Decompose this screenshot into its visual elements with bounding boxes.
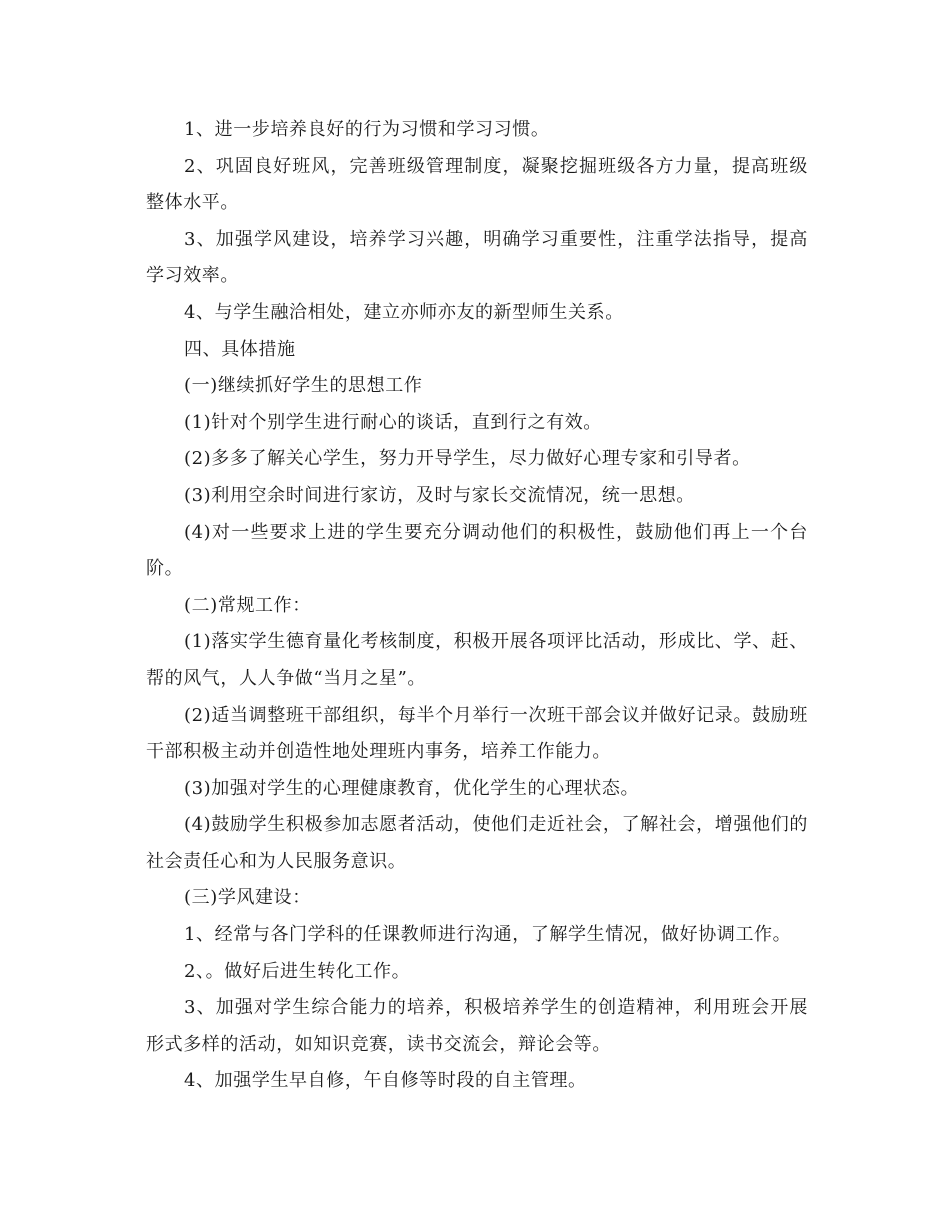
paragraph-routine-1: (1)落实学生德育量化考核制度，积极开展各项评比活动，形成比、学、赶、帮的风气，人人争做“当月之星”。	[146, 631, 808, 689]
paragraph-study-2: 2、。做好后进生转化工作。	[184, 960, 411, 982]
paragraph-routine-3: (3)加强对学生的心理健康教育，优化学生的心理状态。	[184, 777, 640, 799]
section-heading-measures: 四、具体措施	[184, 338, 296, 360]
paragraph-ideology-2: (2)多多了解关心学生，努力开导学生，尽力做好心理专家和引导者。	[184, 448, 751, 470]
paragraph-goal-1: 1、进一步培养良好的行为习惯和学习习惯。	[184, 119, 550, 140]
paragraph-goal-4: 4、与学生融洽相处，建立亦师亦友的新型师生关系。	[184, 301, 624, 323]
paragraph-study-4: 4、加强学生早自修，午自修等时段的自主管理。	[184, 1070, 587, 1092]
subsection-heading-ideology: (一)继续抓好学生的思想工作	[184, 375, 423, 397]
paragraph-routine-4: (4)鼓励学生积极参加志愿者活动，使他们走近社会，了解社会，增强他们的社会责任心和为人民服务意识。	[146, 814, 808, 872]
subsection-heading-routine: (二)常规工作：	[184, 594, 311, 616]
paragraph-goal-2: 2、巩固良好班风，完善班级管理制度，凝聚挖掘班级各方力量，提高班级整体水平。	[146, 155, 808, 214]
paragraph-study-3: 3、加强对学生综合能力的培养，积极培养学生的创造精神，利用班会开展形式多样的活动，如知识竞赛，读书交流会，辩论会等。	[146, 997, 808, 1055]
paragraph-study-1: 1、经常与各门学科的任课教师进行沟通，了解学生情况，做好协调工作。	[184, 924, 792, 946]
document-body	[146, 112, 808, 1100]
subsection-heading-study-style: (三)学风建设：	[184, 887, 311, 909]
paragraph-ideology-1: (1)针对个别学生进行耐心的谈话，直到行之有效。	[184, 411, 602, 433]
paragraph-ideology-3: (3)利用空余时间进行家访，及时与家长交流情况，统一思想。	[184, 484, 695, 506]
paragraph-routine-2: (2)适当调整班干部组织，每半个月举行一次班干部会议并做好记录。鼓励班干部积极主动并创造性地处理班内事务，培养工作能力。	[146, 704, 808, 763]
paragraph-goal-3: 3、加强学风建设，培养学习兴趣，明确学习重要性，注重学法指导，提高学习效率。	[146, 228, 808, 287]
paragraph-ideology-4: (4)对一些要求上进的学生要充分调动他们的积极性，鼓励他们再上一个台阶。	[146, 521, 808, 580]
